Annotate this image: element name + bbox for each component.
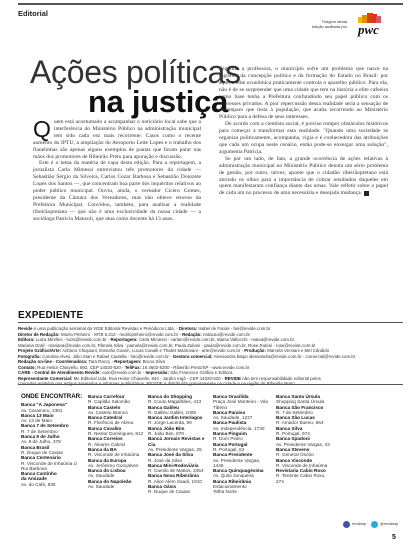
audit-note-line-1: Triagem desta <box>321 19 347 24</box>
section-label: Editorial <box>18 9 49 18</box>
page-number: 5 <box>392 534 396 541</box>
masthead-label: Gestora comercial: <box>172 353 213 359</box>
masthead-text: Marcela Versiani e Mel Cândido <box>265 348 330 353</box>
shop-address: R. Alice Além Saadi, 1010 <box>148 478 202 484</box>
masthead-text: Carla Mimessi - carlam@revide.com.br, Maísa Vallocchi - maisa@revide.com.br, <box>137 337 296 342</box>
list-item <box>213 468 271 479</box>
masthead-label: Redação: <box>182 331 202 337</box>
masthead-text: é uma publicação semanal da VIDE Editorial Revistas e Periódicos Ltda. - <box>32 326 179 331</box>
list-item <box>213 442 271 453</box>
audit-note-line-2: edição auditada por <box>311 23 347 29</box>
shops-column-5 <box>276 394 334 484</box>
masthead-label: Projeto Gráfico/Arte: <box>18 348 62 353</box>
shop-address: R. 7 de Setembro <box>21 428 58 434</box>
divider <box>18 384 403 385</box>
list-item <box>21 402 83 413</box>
shop-address: Av. Quito Junqueira <box>213 473 254 479</box>
list-item <box>148 394 210 405</box>
shops-column-2 <box>88 394 146 489</box>
shop-address: Tibério <box>213 404 228 410</box>
divider <box>18 322 403 323</box>
shop-name: Revistaria Cabio Roxo <box>276 468 326 474</box>
list-item <box>148 415 210 426</box>
paragraph: Segundo a professora, o município sofre um problema que nasce na logística da concepção política e da formação do Estado no Brasil: por aqui, a elite econômica praticamente controla o aparelho público. Para ela, não é de se surpreender que uma cidade que tem na história a elite cafeeira como base tenha a Prefeitura confundindo seu papel público com os interesses privados. A pior repercussão dessa realidade seria a sensação de desamparo que resta à população, que acaba recorrendo ao Ministério Público para a defesa de seus interesses. <box>219 66 388 121</box>
masthead-text: não tem responsabilidade editorial pelos <box>240 375 321 381</box>
shop-name: Banca 7 de Setembro <box>21 423 69 429</box>
shop-address: R. Camilo de Mattos, 2454 <box>148 468 204 474</box>
list-item <box>88 468 146 479</box>
shop-name: Banca Presidente <box>213 452 253 458</box>
shop-name: Banca do Shopping <box>148 394 193 399</box>
list-item <box>276 447 334 458</box>
shop-address: R. Jorge Lacerda, 99 <box>148 420 192 426</box>
masthead-label: Representante Comercial: <box>18 375 73 381</box>
paragraph: Este é o tema da matéria de capa desta edição. Para a reportagem, a jornalista Carla Mimessi entrevistou três promotores da cidade — Sebastião Sérgio da Silveira, Carlos Cezar Barbosa e Sebastião Donizete Lopes dos Santos —, que concentram boa parte dos inquéritos relativos ao poder público municipal. Ouviu, ainda, o vereador Cícero Gomes, presidente da Câmara dos Vereadores, mas não obteve retorno da Prefeitura Municipal. Convidou, também, para analisar a realidade ribeirãopretana — que não é uma exclusividade da nossa cidade — a socióloga Patrícia Manzoli, que atua como docente há 13 anos. <box>33 160 201 222</box>
masthead-label: Editora: <box>18 337 35 342</box>
list-item <box>88 447 146 458</box>
shop-name: Banca Pinguim <box>213 431 247 437</box>
shop-address: R. Galileu Galilei, 1005 <box>148 409 196 415</box>
masthead-text: Alessandra Bispo alessandra@revide.com.br - comercial@revide.com.br <box>212 353 356 359</box>
shop-address: Av. 9 de Julho, 378 <box>21 439 61 445</box>
masthead-text: São Francisco Gráfica e Editora <box>168 370 233 375</box>
shop-name: Banca Centenário <box>21 455 61 461</box>
shop-address: Shopping Santa Úrsula <box>276 399 325 405</box>
list-item <box>21 434 83 445</box>
list-item <box>148 426 210 437</box>
shop-name: Banca Oracílida <box>213 394 249 399</box>
shop-name: Banca Visconde <box>276 457 313 463</box>
list-item <box>88 394 146 405</box>
shop-name: Banca "A Japonesa" <box>21 402 67 408</box>
shop-address: Av. do Café, 835 <box>21 481 56 487</box>
masthead-text: Rua Heitor Chiavello, 892, CEP 14020-520 - <box>36 364 125 370</box>
list-item <box>21 423 83 434</box>
masthead-text: Murilo Pinheiro - MTB 6.313 - murilopinheiro@revide.com.br - <box>59 331 183 337</box>
list-item <box>88 436 146 447</box>
masthead-text: Adriano Chiquiani, Estevão Goarin, Lucas Canalli e Thales Mantovani - arte@revide.com.br - <box>61 348 245 353</box>
shop-address: Av. Presidente Vargas, 43 <box>276 441 330 447</box>
masthead-label: Fotografia: <box>18 353 41 359</box>
shop-address: R. General Osório <box>276 452 314 458</box>
masthead-label: Produção: <box>244 348 266 353</box>
shop-address: R. Capitão Salomão <box>88 399 130 405</box>
list-item <box>88 426 146 437</box>
shop-name: Banca Cantinho <box>21 471 57 477</box>
shop-address: R. Duque de Caxias <box>148 489 190 495</box>
shop-address: R. Couto Magalhães, 413 <box>148 399 202 405</box>
list-item <box>148 484 210 495</box>
shop-address: Av. Independência, 1730 <box>213 425 265 431</box>
shop-name: Banca Santa Úrsula <box>276 394 321 399</box>
shop-name: da Amizade <box>21 476 47 482</box>
list-item <box>213 410 271 421</box>
shop-address: R. João Bim, 870 <box>148 431 184 437</box>
shop-name: Banca 13 Maio <box>21 412 54 418</box>
list-item <box>21 455 83 471</box>
list-item <box>276 405 334 416</box>
masthead-text: redacao@revide.com.br <box>201 331 250 337</box>
masthead-text: care@revide.com.br - <box>100 370 146 375</box>
masthead-label: Impressão: <box>145 370 169 375</box>
shop-name: Banca Jardim Interlagos <box>148 415 203 421</box>
shop-name: Banca da Europa <box>88 457 127 463</box>
shop-name: Banca Silva <box>276 425 303 431</box>
list-item <box>276 468 334 484</box>
shop-address: R. Visconde de Inhaúma <box>276 462 328 468</box>
list-item <box>276 415 334 426</box>
shop-address: Av. Saudade <box>88 484 115 490</box>
shop-name: Banca São Lucas <box>276 415 315 421</box>
masthead-label: REVIDE <box>224 375 241 381</box>
where-heading: ONDE ENCONTRAR: <box>21 393 83 400</box>
expediente-title: EXPEDIENTE <box>18 310 84 321</box>
shop-address: R. Visconde de Inhaúma c/ <box>21 460 78 466</box>
list-item <box>213 394 271 410</box>
shop-address: Av. Saudade, 1227 <box>213 415 253 421</box>
shop-name: Banca 9 de Julho <box>21 434 60 440</box>
list-item <box>148 473 210 484</box>
list-item <box>21 476 83 487</box>
social-links <box>343 521 399 529</box>
masthead-label: Contato: <box>18 364 37 370</box>
masthead-label: Redação on-line - Coordenadora: <box>18 359 88 364</box>
shop-name: Banca Cavalim <box>88 425 122 431</box>
list-item <box>213 479 271 495</box>
audit-note <box>311 20 347 29</box>
masthead-text: Mc Editorial Ltda. Rua Heitor Chiavello, 844 - Jardim Irajá - CEP 14020-520 - <box>72 375 225 381</box>
masthead-label: CARE - Central de Atendimento Revide: <box>18 370 101 375</box>
expediente-body <box>18 326 398 387</box>
list-item <box>276 394 334 405</box>
shop-address: Av. Saudade <box>88 473 115 479</box>
list-item <box>88 479 146 490</box>
paragraph-text: Se por um lado, de fato, a grande ocorrência de ações relativas à administração municipal no Ministério Público denota um sério problema de gestão, por outro, talvez, aponte que o cidadão ribeirãopretano está abrindo os olhos para a importância de cobrar resultados daqueles em quem manifestaram confiança diante das urnas. Vale refletir sobre o papel de cada um no processo de uma necessária e desejada mudança. <box>219 155 388 197</box>
list-item <box>21 445 83 456</box>
shop-address: Av. Caramuru, 2381 <box>21 407 63 413</box>
shop-name: Banca Mini-Rodoviária <box>148 462 199 468</box>
pwc-wordmark: pwc <box>358 22 379 37</box>
shop-name: Banca Quinquagésima <box>213 468 264 474</box>
shop-address: R. Florêncio de Abreu <box>88 420 134 426</box>
shop-address: R. Visconde de Inhaúma <box>88 452 140 458</box>
paragraph <box>219 156 388 197</box>
list-item <box>88 415 146 426</box>
facebook-icon[interactable] <box>343 521 350 528</box>
masthead-text: Luiza Mirelles - luiza@revide.com.br - <box>34 337 111 342</box>
shop-address: R. Tenente Cabio Roxo, 274 <box>276 473 326 484</box>
shop-name: Banca Jóão Bim <box>148 425 185 431</box>
shop-name: Banca Portugal <box>213 441 248 447</box>
shop-name: Banca Stevens <box>276 446 310 452</box>
shop-name: Banca Paraíso <box>213 409 246 415</box>
shop-name: Banca Jornais Revistas e Cia <box>148 436 205 447</box>
shop-address: Av. 13 de Maio <box>21 418 52 424</box>
shop-name: Banca Galileu <box>148 404 180 410</box>
list-item <box>21 413 83 424</box>
shops-column-1 <box>21 394 83 487</box>
masthead-label: Reportagem: <box>114 359 142 364</box>
paragraph: De acordo com a cientista social, é preciso romper obstáculos históricos para começar a transformar esta realidade. "Quando uma sociedade se organiza politicamente, acompanha, vigia e é conhecedora das atribuições que cada um ocupa neste cenário, então pode-se enxergar uma solução", argumenta Patrícia. <box>219 121 388 155</box>
shop-address: R. Portugal, 974 <box>276 431 310 437</box>
shop-address: Estacionamento <box>213 484 247 490</box>
shop-address: Av. Castelo Branco <box>88 409 128 415</box>
list-item <box>88 458 146 469</box>
article-column-left <box>33 116 201 223</box>
headline-line-2: na justiça <box>88 84 228 119</box>
shop-name: Banca do Lisboa <box>88 468 126 474</box>
shop-address: Av. Jerônimo Gonçalves <box>88 462 139 468</box>
masthead-text: Tara Raccy - <box>87 359 115 364</box>
masthead-label: Reportagem: <box>110 337 138 342</box>
list-item <box>88 405 146 416</box>
masthead-label: Tel/Fax: <box>124 364 142 370</box>
shop-address: R. Portugal, 63 <box>213 446 245 452</box>
paragraph-text: uem está acostumado a acompanhar o noticiário local sabe que a interferência do Ministério Público na administração municipal tem sido cada vez mais recorrente. Casos como o recente aumento do IPTU, a ampliação do Aeroporto Leite Lopes e o trabalho dos flanelinhas são apenas alguns exemplos de pautas que foram parar nas mãos dos promotores de Ribeirão Preto para apuração e discussão. <box>33 119 201 160</box>
shops-column-4 <box>213 394 271 495</box>
pwc-logo <box>352 13 388 37</box>
masthead-label: Revide <box>18 326 33 331</box>
shop-address: R. Amador Bueno, 664 <box>276 420 324 426</box>
masthead-text: Mariana Graif - mariana@revide.com.br, Pâmela Silva - pamela@revide.com.br, Paula Zuliani - paula@revide.com.br, Rose Rubini - rose@revide.com.br <box>18 342 316 348</box>
shop-name: Banca Nova Ribeirânia <box>148 473 199 479</box>
shop-address: R. 7 de Setembro <box>276 409 313 415</box>
shop-name: Banca Spadoni <box>276 436 310 442</box>
masthead-text: Isabel de Farias - bel@revide.com.br <box>197 326 271 331</box>
shop-address: R. Dom Pedro <box>213 436 243 442</box>
shop-name: Banca Correios <box>88 436 123 442</box>
drop-cap: Q <box>33 116 51 142</box>
shop-name: Banca Oásis <box>148 484 177 490</box>
list-item <box>213 431 271 442</box>
shop-name: Banca Paulista <box>213 420 247 426</box>
shop-address: Praça José Monteiro - Vila <box>213 399 268 405</box>
shop-name: Banca São Francisco <box>276 404 324 410</box>
shop-name: Banca Ribeirânia <box>213 478 252 484</box>
list-item <box>276 458 334 469</box>
shop-name: Banca do Napoleão <box>88 478 132 484</box>
top-rule <box>18 3 403 5</box>
list-item <box>276 436 334 447</box>
shop-address: R. Duque de Caxias <box>21 449 63 455</box>
shop-name: Banca Brasil <box>21 444 50 450</box>
masthead-text: Carolina Alves, Júlio Sian e Rafael Cautella - foto@revide.com.br - <box>40 353 173 359</box>
list-item <box>276 426 334 437</box>
masthead-text: Bruno Silva <box>141 359 166 364</box>
paragraph <box>33 116 201 160</box>
shop-address: Av. Presidente Vargas, 25 <box>148 446 202 452</box>
twitter-icon[interactable] <box>371 521 378 528</box>
shop-address: R. José da Silva <box>148 457 182 463</box>
shop-address: R. Nestor Domingues, 812 <box>88 431 144 437</box>
list-item <box>148 436 210 452</box>
list-item <box>148 463 210 474</box>
list-item <box>148 405 210 416</box>
shop-name: Banca Carrefour <box>88 394 125 399</box>
masthead-label: Diretor de Redação: <box>18 331 60 337</box>
article-column-right <box>219 66 388 197</box>
masthead-label: Diretora: <box>178 326 198 331</box>
shop-name: Banca da BA <box>88 446 117 452</box>
shop-address: Av. Presidente Vargas, 1446 <box>213 457 261 468</box>
list-item <box>213 452 271 468</box>
list-item <box>148 452 210 463</box>
shop-name: Banca José da Silva <box>148 452 194 458</box>
shop-name: Banca Castelo <box>88 404 121 410</box>
shop-name: Banca Catedral <box>88 415 123 421</box>
headline-line-1: Ações políticas <box>30 54 241 90</box>
masthead-text: 16 3602-5200 - Ribeirão Preto/SP - www.revide.com.br <box>141 364 250 370</box>
shop-address: R. Álvares Cabral <box>88 441 125 447</box>
list-item <box>213 420 271 431</box>
twitter-handle[interactable]: @revidesp <box>380 522 399 526</box>
end-mark-icon <box>364 191 369 196</box>
shop-address: Rui Barbosa <box>21 465 47 471</box>
facebook-handle[interactable]: revidesp <box>352 522 367 526</box>
shop-address: Telha Norte <box>213 489 237 495</box>
shops-column-3 <box>148 394 210 495</box>
